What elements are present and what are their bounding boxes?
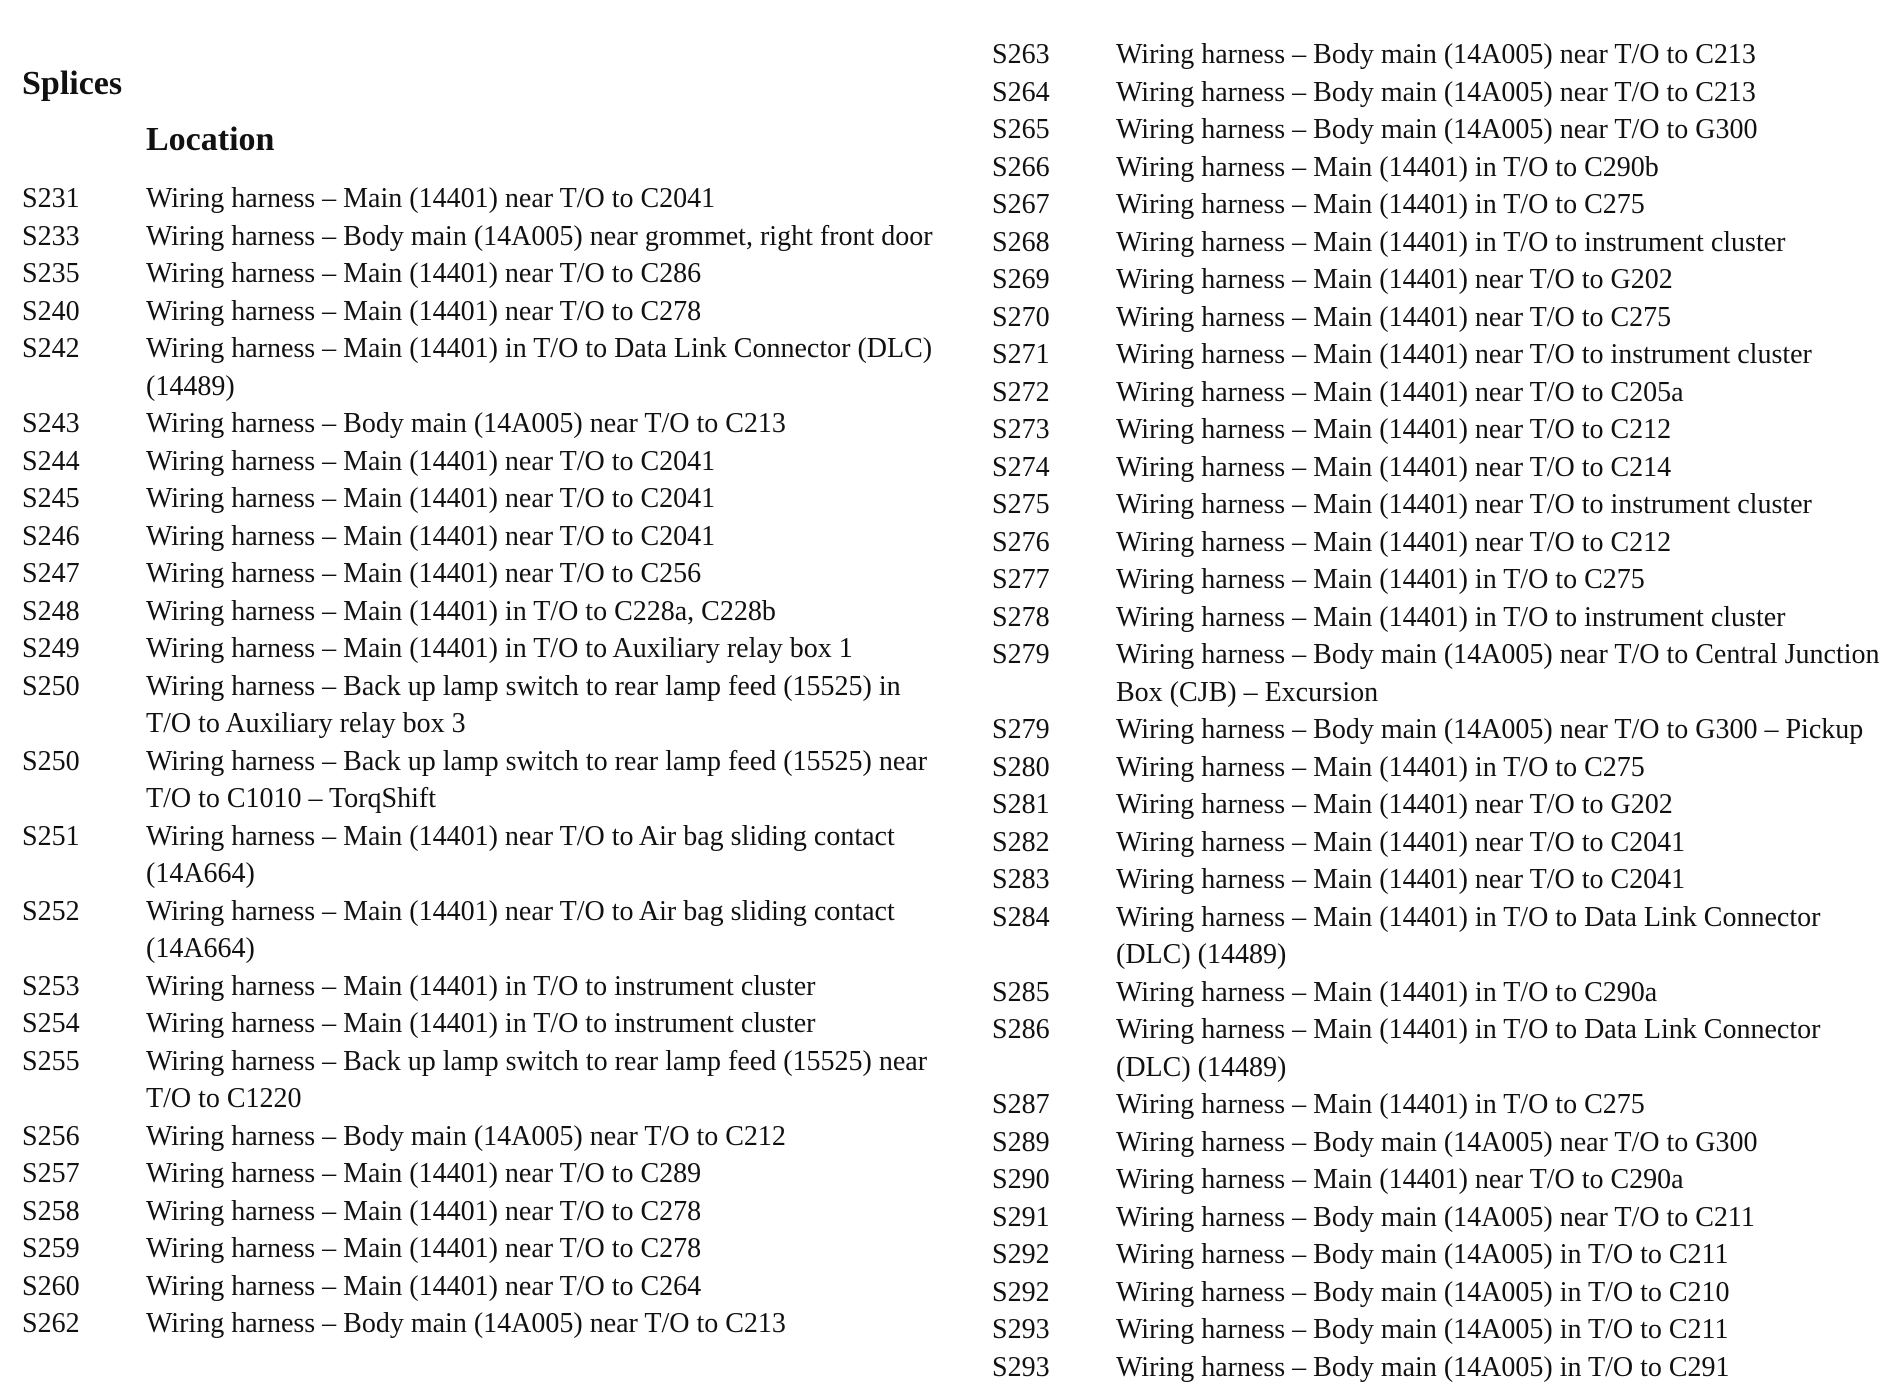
splice-location: Wiring harness – Main (14401) near T/O to Air bag sliding contact (14A664) (146, 895, 895, 964)
splice-code: S233 (22, 220, 80, 252)
splice-row (0, 1274, 1891, 1312)
splice-code: S270 (992, 301, 1050, 333)
splice-row (0, 74, 1891, 112)
splice-code: S257 (22, 1158, 80, 1189)
splice-location: Wiring harness – Main (14401) near T/O to C264 (146, 1270, 702, 1302)
splice-location: Wiring harness – Body main (14A005) near T/O to C213 (146, 408, 786, 439)
splice-code: S249 (22, 633, 80, 664)
splice-row (0, 861, 1891, 899)
splice-location: Wiring harness – Body main (14A005) near T/O to C212 (146, 1120, 786, 1152)
splice-location: Wiring harness – Body main (14A005) near T/O to C211 (1116, 1201, 1755, 1233)
splice-code: S263 (992, 39, 1050, 70)
splice-row (0, 786, 1891, 824)
splice-location: Wiring harness – Main (14401) in T/O to C275 (1116, 564, 1645, 595)
splice-location: Wiring harness – Body main (14A005) near T/O to G300 (1116, 114, 1758, 145)
splice-row (0, 449, 1891, 487)
splice-code: S242 (22, 333, 80, 364)
splice-location: Wiring harness – Main (14401) near T/O to C278 (146, 1233, 702, 1264)
splice-row (0, 824, 1891, 862)
splice-location: Wiring harness – Body main (14A005) near T/O to Central Junction Box (CJB) – Excursion (1116, 639, 1880, 708)
splice-row (0, 299, 1891, 337)
splice-code: S256 (22, 1120, 80, 1152)
splice-location: Wiring harness – Main (14401) near T/O to C278 (146, 1195, 702, 1227)
splice-location: Wiring harness – Main (14401) in T/O to C275 (1116, 1089, 1645, 1120)
splice-code: S235 (22, 258, 80, 289)
splice-row (0, 1124, 1891, 1162)
splice-code: S284 (992, 901, 1050, 933)
splice-location: Wiring harness – Main (14401) near T/O to Air bag sliding contact (14A664) (146, 820, 895, 889)
splice-row (0, 561, 1891, 599)
splice-code: S267 (992, 189, 1050, 220)
splice-location: Wiring harness – Main (14401) near T/O to C286 (146, 258, 702, 289)
splice-code: S272 (992, 376, 1050, 408)
splice-code: S252 (22, 895, 80, 927)
splice-code: S240 (22, 295, 80, 327)
splice-location: Wiring harness – Body main (14A005) near T/O to C213 (146, 1308, 786, 1339)
splice-code: S292 (992, 1276, 1050, 1308)
splice-row (0, 336, 1891, 374)
splice-location: Wiring harness – Body main (14A005) near grommet, right front door (146, 220, 933, 252)
splice-code: S275 (992, 489, 1050, 520)
splice-code: S292 (992, 1239, 1050, 1270)
splice-code: S248 (22, 595, 80, 627)
splice-code: S243 (22, 408, 80, 439)
right-splice-column (0, 36, 1896, 1386)
splice-code: S247 (22, 558, 80, 589)
splice-row (0, 1011, 1891, 1086)
splice-location: Wiring harness – Main (14401) near T/O to C212 (1116, 526, 1672, 558)
splice-location: Wiring harness – Back up lamp switch to rear lamp feed (15525) in T/O to Auxiliary relay box 3 (146, 670, 901, 739)
splice-location: Wiring harness – Body main (14A005) in T/O to C210 (1116, 1276, 1730, 1308)
splice-location: Wiring harness – Main (14401) in T/O to C228a, C228b (146, 595, 776, 627)
splice-location: Wiring harness – Main (14401) in T/O to C290b (1116, 151, 1659, 183)
splice-location: Wiring harness – Main (14401) in T/O to instrument cluster (146, 1008, 816, 1039)
splice-code: S255 (22, 1045, 80, 1077)
splice-location: Wiring harness – Main (14401) in T/O to C290a (1116, 976, 1658, 1008)
splice-location: Wiring harness – Back up lamp switch to rear lamp feed (15525) near T/O to C1010 – TorqShift (146, 745, 928, 814)
splice-location: Wiring harness – Main (14401) in T/O to instrument cluster (1116, 601, 1786, 633)
splice-code: S244 (22, 445, 80, 477)
splice-location: Wiring harness – Body main (14A005) in T/O to C211 (1116, 1314, 1729, 1345)
splice-code: S290 (992, 1164, 1050, 1195)
splice-code: S262 (22, 1308, 80, 1339)
splice-location: Wiring harness – Main (14401) near T/O to C2041 (1116, 826, 1686, 858)
splice-code: S269 (992, 264, 1050, 295)
splice-location: Wiring harness – Main (14401) near T/O to C2041 (146, 183, 716, 214)
splice-location: Wiring harness – Main (14401) in T/O to instrument cluster (146, 970, 816, 1002)
splice-code: S260 (22, 1270, 80, 1302)
splice-row (0, 186, 1891, 224)
splice-row (0, 111, 1891, 149)
splice-row (0, 411, 1891, 449)
splice-code: S293 (992, 1314, 1050, 1345)
splice-location: Wiring harness – Body main (14A005) near T/O to G300 – Pickup (1116, 714, 1864, 745)
splice-row (0, 261, 1891, 299)
splice-code: S253 (22, 970, 80, 1002)
page-title: Splices (22, 65, 123, 102)
splice-location: Wiring harness – Main (14401) near T/O to C2041 (1116, 864, 1686, 895)
splice-location: Wiring harness – Main (14401) near T/O to C2041 (146, 445, 716, 477)
splice-row (0, 711, 1891, 749)
splice-location: Wiring harness – Main (14401) near T/O to G202 (1116, 264, 1673, 295)
splice-location: Wiring harness – Main (14401) in T/O to Data Link Connector (DLC) (14489) (146, 333, 933, 402)
splice-location: Wiring harness – Main (14401) in T/O to C275 (1116, 189, 1645, 220)
splice-code: S245 (22, 483, 80, 514)
splice-location: Wiring harness – Main (14401) near T/O to C289 (146, 1158, 702, 1189)
splice-location: Wiring harness – Back up lamp switch to rear lamp feed (15525) near T/O to C1220 (146, 1045, 928, 1114)
splice-row (0, 1086, 1891, 1124)
splice-code: S277 (992, 564, 1050, 595)
splice-row (0, 224, 1891, 262)
splice-code: S280 (992, 751, 1050, 783)
splice-code: S251 (22, 820, 80, 852)
splice-code: S287 (992, 1089, 1050, 1120)
splice-row (0, 899, 1891, 974)
splice-location: Wiring harness – Main (14401) near T/O to instrument cluster (1116, 339, 1812, 370)
splice-code: S274 (992, 451, 1050, 483)
splice-row (0, 1349, 1891, 1387)
splice-code: S266 (992, 151, 1050, 183)
splice-row (0, 36, 1891, 74)
splice-location: Wiring harness – Main (14401) near T/O to C278 (146, 295, 702, 327)
splice-code: S231 (22, 183, 80, 214)
splice-code: S259 (22, 1233, 80, 1264)
splice-code: S268 (992, 226, 1050, 258)
splice-code: S289 (992, 1126, 1050, 1158)
splice-location: Wiring harness – Body main (14A005) near T/O to C213 (1116, 39, 1756, 70)
splice-code: S286 (992, 1014, 1050, 1045)
splice-location: Wiring harness – Main (14401) near T/O to C2041 (146, 520, 716, 552)
splice-code: S279 (992, 639, 1050, 670)
splice-location: Wiring harness – Body main (14A005) near T/O to C213 (1116, 76, 1756, 108)
splice-location: Wiring harness – Main (14401) near T/O to C205a (1116, 376, 1684, 408)
splice-code: S264 (992, 76, 1050, 108)
splice-code: S283 (992, 864, 1050, 895)
splice-row (0, 1199, 1891, 1237)
splice-row (0, 599, 1891, 637)
splice-location: Wiring harness – Body main (14A005) in T/O to C211 (1116, 1239, 1729, 1270)
splice-row (0, 1236, 1891, 1274)
splice-location: Wiring harness – Main (14401) near T/O to C212 (1116, 414, 1672, 445)
splice-code: S265 (992, 114, 1050, 145)
splice-code: S279 (992, 714, 1050, 745)
splice-location: Wiring harness – Main (14401) near T/O to C275 (1116, 301, 1672, 333)
splice-location: Wiring harness – Main (14401) near T/O to C214 (1116, 451, 1672, 483)
splice-location: Wiring harness – Main (14401) near T/O to C2041 (146, 483, 716, 514)
splice-row (0, 974, 1891, 1012)
splice-row (0, 636, 1891, 711)
splice-code: S293 (992, 1351, 1050, 1383)
splice-row (0, 1311, 1891, 1349)
splice-location: Wiring harness – Main (14401) in T/O to C275 (1116, 751, 1645, 783)
splice-code: S254 (22, 1008, 80, 1039)
splice-location: Wiring harness – Main (14401) near T/O to C290a (1116, 1164, 1684, 1195)
splice-location: Wiring harness – Body main (14A005) near T/O to G300 (1116, 1126, 1758, 1158)
splice-code: S282 (992, 826, 1050, 858)
splice-location: Wiring harness – Main (14401) in T/O to Data Link Connector (DLC) (14489) (1116, 901, 1821, 970)
splice-code: S291 (992, 1201, 1050, 1233)
splice-code: S271 (992, 339, 1050, 370)
splice-code: S285 (992, 976, 1050, 1008)
splice-location: Wiring harness – Main (14401) in T/O to instrument cluster (1116, 226, 1786, 258)
splice-code: S250 (22, 670, 80, 702)
splice-location: Wiring harness – Body main (14A005) in T/O to C291 (1116, 1351, 1730, 1383)
splice-row (0, 524, 1891, 562)
splice-location: Wiring harness – Main (14401) near T/O to instrument cluster (1116, 489, 1812, 520)
location-column-heading: Location (146, 121, 275, 158)
splice-location: Wiring harness – Main (14401) in T/O to Auxiliary relay box 1 (146, 633, 853, 664)
splice-location: Wiring harness – Main (14401) near T/O to C256 (146, 558, 702, 589)
splice-code: S273 (992, 414, 1050, 445)
splice-code: S250 (22, 745, 80, 777)
splice-row (0, 149, 1891, 187)
splice-location: Wiring harness – Main (14401) near T/O to G202 (1116, 789, 1673, 820)
splice-code: S281 (992, 789, 1050, 820)
splice-code: S246 (22, 520, 80, 552)
splice-row (0, 374, 1891, 412)
splice-row (0, 1161, 1891, 1199)
splice-code: S278 (992, 601, 1050, 633)
splice-row (0, 486, 1891, 524)
splice-row (0, 749, 1891, 787)
splice-location: Wiring harness – Main (14401) in T/O to Data Link Connector (DLC) (14489) (1116, 1014, 1821, 1083)
splice-code: S258 (22, 1195, 80, 1227)
splice-code: S276 (992, 526, 1050, 558)
